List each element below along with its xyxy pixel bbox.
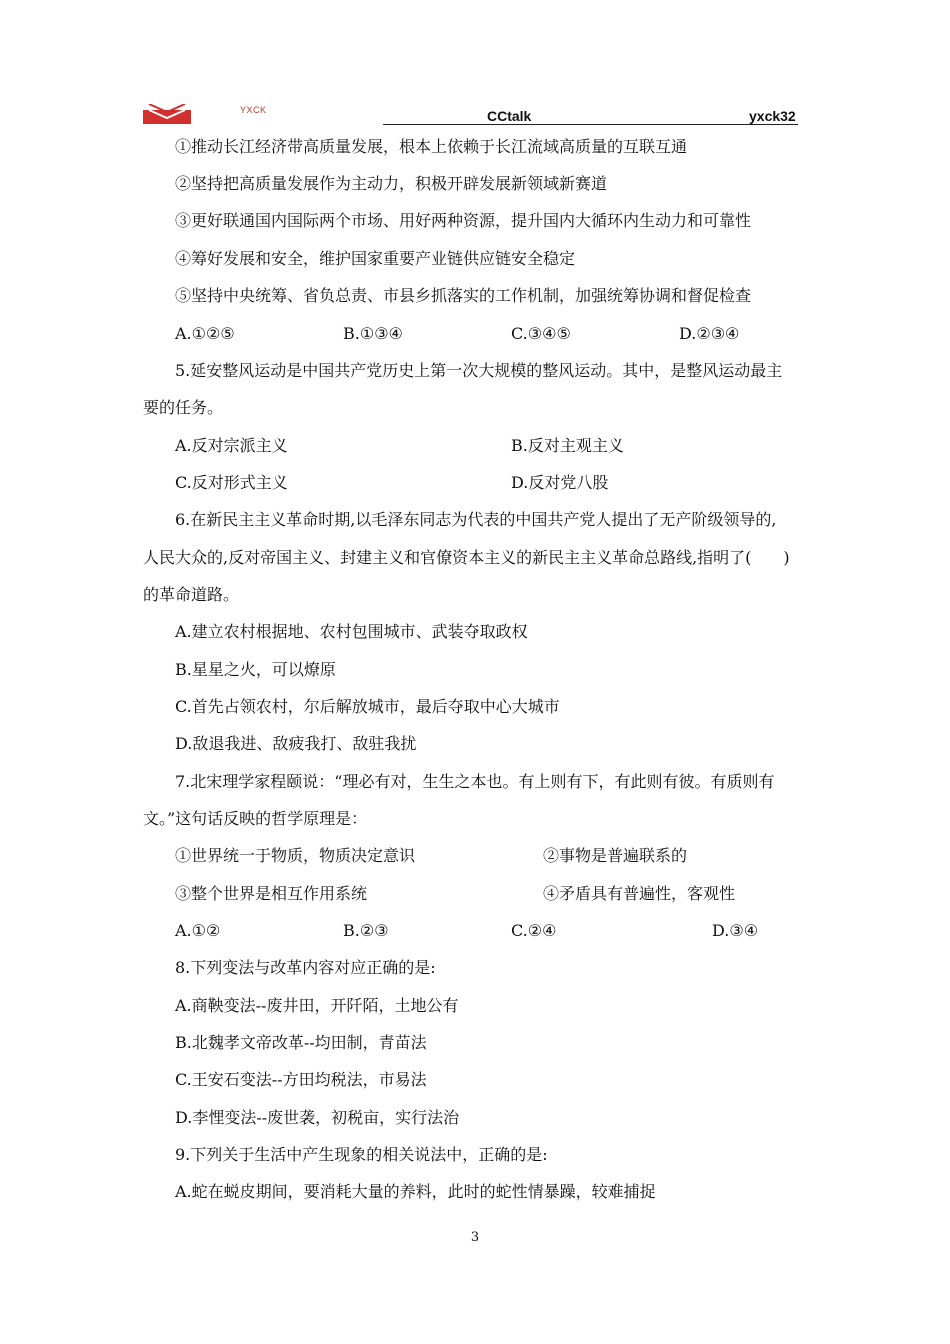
text-line: ③更好联通国内国际两个市场、用好两种资源，提升国内大循环内生动力和可靠性 xyxy=(175,211,752,230)
option-c: C.③④⑤ xyxy=(511,324,571,343)
option-a: A.①② xyxy=(175,921,221,940)
option-a: A.反对宗派主义 xyxy=(175,436,288,455)
option-b: B.反对主观主义 xyxy=(511,436,624,455)
question-5-cont: 要的任务。 xyxy=(143,398,224,417)
option-a: A.①②⑤ xyxy=(175,324,235,343)
logo-text: YXCK xyxy=(240,105,267,115)
option-b: B.北魏孝文帝改革--均田制，青苗法 xyxy=(175,1033,427,1052)
question-6-cont: 人民大众的,反对帝国主义、封建主义和官僚资本主义的新民主主义革命总路线,指明了( ) xyxy=(143,548,790,567)
option-d: D.③④ xyxy=(712,921,759,940)
option-c: C.②④ xyxy=(511,921,557,940)
option-a: A.建立农村根据地、农村包围城市、武装夺取政权 xyxy=(175,622,528,641)
question-7: 7.北宋理学家程颐说：“理必有对，生生之本也。有上则有下，有此则有彼。有质则有 xyxy=(175,772,775,791)
question-8: 8.下列变法与改革内容对应正确的是: xyxy=(175,958,436,977)
statement-4: ④矛盾具有普遍性，客观性 xyxy=(543,884,736,903)
option-c: C.首先占领农村，尔后解放城市，最后夺取中心大城市 xyxy=(175,697,560,716)
question-6-cont: 的革命道路。 xyxy=(143,585,240,604)
yxck-logo-icon xyxy=(143,104,191,124)
question-7-cont: 文。”这句话反映的哲学原理是： xyxy=(143,809,368,828)
text-line: ⑤坚持中央统筹、省负总责、市县乡抓落实的工作机制，加强统筹协调和督促检查 xyxy=(175,286,752,305)
page-header xyxy=(143,100,798,126)
text-line: ②坚持把高质量发展作为主动力，积极开辟发展新领域新赛道 xyxy=(175,174,608,193)
option-d: D.反对党八股 xyxy=(511,473,609,492)
header-rule xyxy=(383,124,798,125)
option-d: D.李悝变法--废世袭，初税亩，实行法治 xyxy=(175,1108,460,1127)
statement-1: ①世界统一于物质，物质决定意识 xyxy=(175,846,416,865)
option-d: D.②③④ xyxy=(679,324,740,343)
text-line: ①推动长江经济带高质量发展，根本上依赖于长江流域高质量的互联互通 xyxy=(175,137,688,156)
statement-3: ③整个世界是相互作用系统 xyxy=(175,884,368,903)
question-9: 9.下列关于生活中产生现象的相关说法中，正确的是: xyxy=(175,1145,548,1164)
option-b: B.②③ xyxy=(343,921,389,940)
question-6: 6.在新民主主义革命时期,以毛泽东同志为代表的中国共产党人提出了无产阶级领导的, xyxy=(175,510,777,529)
statement-2: ②事物是普遍联系的 xyxy=(543,846,688,865)
text-line: ④筹好发展和安全，维护国家重要产业链供应链安全稳定 xyxy=(175,249,576,268)
option-c: C.王安石变法--方田均税法，市易法 xyxy=(175,1070,427,1089)
header-right: yxck32 xyxy=(749,108,796,124)
option-b: B.①③④ xyxy=(343,324,403,343)
header-center: CCtalk xyxy=(487,108,532,124)
page-number: 3 xyxy=(470,1230,480,1245)
option-c: C.反对形式主义 xyxy=(175,473,288,492)
option-b: B.星星之火，可以燎原 xyxy=(175,660,336,679)
option-d: D.敌退我进、敌疲我打、敌驻我扰 xyxy=(175,734,417,753)
question-5: 5.延安整风运动是中国共产党历史上第一次大规模的整风运动。其中，是整风运动最主 xyxy=(175,361,783,380)
option-a: A.蛇在蜕皮期间，要消耗大量的养料，此时的蛇性情暴躁，较难捕捉 xyxy=(175,1182,656,1201)
option-a: A.商鞅变法--废井田，开阡陌，土地公有 xyxy=(175,996,459,1015)
